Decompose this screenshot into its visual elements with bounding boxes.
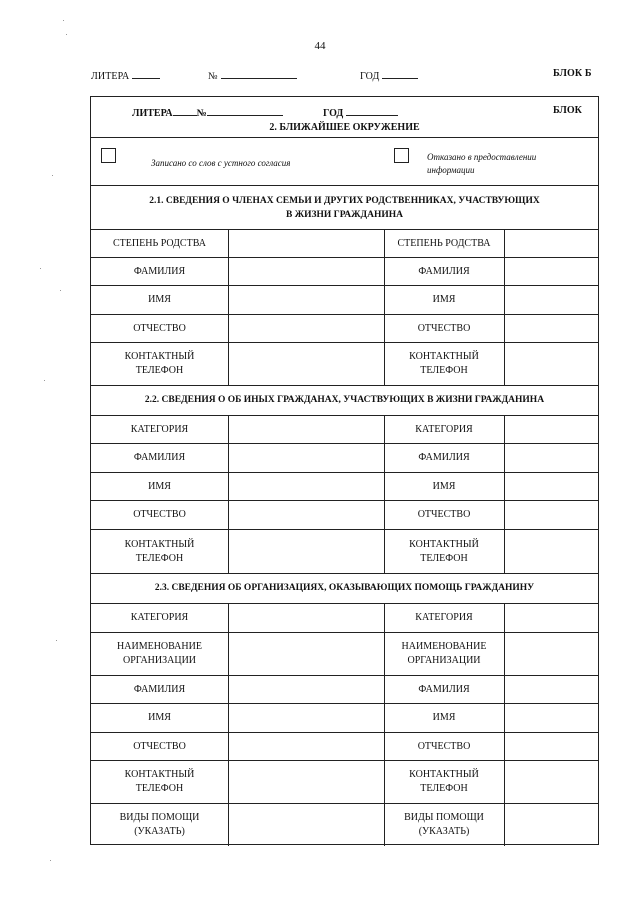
left-field-label: ОТЧЕСТВО xyxy=(133,322,186,334)
right-field-input[interactable] xyxy=(505,230,599,257)
table-row xyxy=(91,603,598,632)
right-field-input[interactable] xyxy=(505,804,599,846)
left-field-label: СТЕПЕНЬ РОДСТВА xyxy=(113,237,206,249)
left-field-input[interactable] xyxy=(229,230,383,257)
left-field-label: ФАМИЛИЯ xyxy=(133,683,186,695)
right-field-label: ОТЧЕСТВО xyxy=(417,509,471,520)
scan-speck xyxy=(56,640,57,641)
subsection-1-title: 2.1. СВЕДЕНИЯ О ЧЛЕНАХ СЕМЬИ И ДРУГИХ РОДСТВЕННИКАХ, УЧАСТВУЮЩИХ В ЖИЗНИ ГРАЖДАНИНА xyxy=(149,196,540,220)
subsection-1-title-row xyxy=(91,185,598,229)
consent-recorded-checkbox[interactable] xyxy=(101,148,116,163)
header-year-field[interactable] xyxy=(382,68,418,79)
right-field-label: КОНТАКТНЫЙ ТЕЛЕФОН xyxy=(409,769,479,794)
header-number xyxy=(208,68,297,82)
header-litera-field[interactable] xyxy=(132,68,160,79)
right-field-input[interactable] xyxy=(505,473,599,500)
section-title: 2. БЛИЖАЙШЕЕ ОКРУЖЕНИЕ xyxy=(269,122,420,133)
scan-speck xyxy=(50,860,51,861)
right-field-label: ИМЯ xyxy=(432,712,456,723)
right-field-input[interactable] xyxy=(505,761,599,803)
table-row xyxy=(91,229,598,257)
right-field-label: ФАМИЛИЯ xyxy=(418,452,470,463)
left-field-input[interactable] xyxy=(229,530,383,573)
header-year-label: ГОД xyxy=(360,71,380,82)
scan-speck xyxy=(63,20,64,21)
left-field-label: НАИМЕНОВАНИЕ ОРГАНИЗАЦИИ xyxy=(117,641,202,666)
right-field-label: КАТЕГОРИЯ xyxy=(415,423,473,435)
header-litera xyxy=(91,68,160,82)
subsection-2-title: 2.2. СВЕДЕНИЯ О ОБ ИНЫХ ГРАЖДАНАХ, УЧАСТВУЮЩИХ В ЖИЗНИ ГРАЖДАНИНА xyxy=(144,395,545,405)
table-row xyxy=(91,703,598,732)
scan-speck xyxy=(52,175,53,176)
consent-recorded-text: Записано со слов с устного согласия xyxy=(151,158,291,168)
scan-speck xyxy=(60,290,61,291)
left-field-label: КАТЕГОРИЯ xyxy=(130,423,189,435)
left-field-input[interactable] xyxy=(229,473,383,500)
table-row xyxy=(91,285,598,314)
left-field-input[interactable] xyxy=(229,286,383,314)
left-field-label: ОТЧЕСТВО xyxy=(133,740,186,752)
left-field-input[interactable] xyxy=(229,704,383,732)
left-field-label: КОНТАКТНЫЙ ТЕЛЕФОН xyxy=(124,351,195,376)
scan-speck xyxy=(66,34,67,35)
table-row xyxy=(91,257,598,285)
form-header-row xyxy=(91,97,598,137)
left-field-input[interactable] xyxy=(229,604,383,632)
inner-number-label: № xyxy=(196,108,207,119)
right-field-label: ИМЯ xyxy=(432,480,456,492)
left-field-input[interactable] xyxy=(229,416,383,443)
table-row xyxy=(91,443,598,472)
left-field-input[interactable] xyxy=(229,804,383,846)
table-row xyxy=(91,415,598,443)
table-row xyxy=(91,803,598,846)
right-field-input[interactable] xyxy=(505,416,599,443)
right-field-label: НАИМЕНОВАНИЕ ОРГАНИЗАЦИИ xyxy=(401,641,487,666)
table-row xyxy=(91,732,598,760)
right-field-input[interactable] xyxy=(505,604,599,632)
right-field-input[interactable] xyxy=(505,286,599,314)
header-litera-label: ЛИТЕРА xyxy=(91,71,130,82)
inner-number-field[interactable] xyxy=(207,105,283,116)
right-field-label: ВИДЫ ПОМОЩИ (УКАЗАТЬ) xyxy=(404,812,484,837)
right-field-input[interactable] xyxy=(505,733,599,760)
left-field-label: ИМЯ xyxy=(148,480,171,492)
right-field-label: ОТЧЕСТВО xyxy=(417,322,471,334)
right-field-label: ИМЯ xyxy=(432,294,456,305)
left-field-label: ИМЯ xyxy=(148,712,171,723)
inner-year-label: ГОД xyxy=(323,108,344,119)
scan-speck xyxy=(40,268,41,269)
right-field-label: КОНТАКТНЫЙ ТЕЛЕФОН xyxy=(409,351,479,376)
inner-litera-field[interactable] xyxy=(173,105,197,116)
right-field-input[interactable] xyxy=(505,704,599,732)
consent-row xyxy=(91,137,598,185)
table-row xyxy=(91,760,598,803)
inner-litera-label: ЛИТЕРА xyxy=(132,108,173,119)
right-field-label: КОНТАКТНЫЙ ТЕЛЕФОН xyxy=(409,538,479,564)
form-box xyxy=(90,96,599,845)
inner-year xyxy=(323,105,398,119)
page-number: 44 xyxy=(314,40,326,52)
right-field-input[interactable] xyxy=(505,676,599,703)
left-field-label: КОНТАКТНЫЙ ТЕЛЕФОН xyxy=(124,538,195,564)
left-field-input[interactable] xyxy=(229,258,383,285)
subsection-3-title-row xyxy=(91,573,598,603)
left-field-input[interactable] xyxy=(229,733,383,760)
right-field-input[interactable] xyxy=(505,444,599,472)
right-field-input[interactable] xyxy=(505,343,599,385)
right-field-input[interactable] xyxy=(505,501,599,529)
left-field-input[interactable] xyxy=(229,676,383,703)
subsection-3-title: 2.3. СВЕДЕНИЯ ОБ ОРГАНИЗАЦИЯХ, ОКАЗЫВАЮЩИХ ПОМОЩЬ ГРАЖДАНИНУ xyxy=(154,583,535,593)
header-number-label: № xyxy=(208,71,218,82)
left-field-input[interactable] xyxy=(229,501,383,529)
inner-year-field[interactable] xyxy=(346,105,398,116)
left-field-input[interactable] xyxy=(229,633,383,675)
inner-block-label: БЛОК xyxy=(553,105,582,116)
right-field-input[interactable] xyxy=(505,315,599,342)
right-field-input[interactable] xyxy=(505,530,599,573)
consent-refused-checkbox[interactable] xyxy=(394,148,409,163)
table-row xyxy=(91,632,598,675)
header-number-field[interactable] xyxy=(221,68,297,79)
left-field-input[interactable] xyxy=(229,315,383,342)
scan-speck xyxy=(44,380,45,381)
left-field-label: ФАМИЛИЯ xyxy=(133,452,186,463)
right-field-label: ФАМИЛИЯ xyxy=(418,265,470,277)
table-row xyxy=(91,472,598,500)
left-field-label: ОТЧЕСТВО xyxy=(133,509,186,520)
right-field-label: СТЕПЕНЬ РОДСТВА xyxy=(397,237,491,249)
left-field-label: КАТЕГОРИЯ xyxy=(130,612,189,623)
subsection-2-title-row xyxy=(91,385,598,415)
left-field-input[interactable] xyxy=(229,761,383,803)
right-field-label: ФАМИЛИЯ xyxy=(418,683,470,695)
left-field-label: ФАМИЛИЯ xyxy=(133,265,186,277)
left-field-input[interactable] xyxy=(229,444,383,472)
table-row xyxy=(91,500,598,529)
left-field-label: ИМЯ xyxy=(148,294,171,305)
table-row xyxy=(91,675,598,703)
table-row xyxy=(91,342,598,385)
consent-refused-text: Отказано в предоставлении информации xyxy=(427,152,537,175)
left-field-input[interactable] xyxy=(229,343,383,385)
right-field-label: ОТЧЕСТВО xyxy=(417,740,471,752)
table-row xyxy=(91,314,598,342)
header-year xyxy=(360,68,418,82)
right-field-input[interactable] xyxy=(505,633,599,675)
header-block-label: БЛОК Б xyxy=(553,68,592,79)
right-field-label: КАТЕГОРИЯ xyxy=(415,612,473,623)
table-row xyxy=(91,529,598,573)
left-field-label: ВИДЫ ПОМОЩИ (УКАЗАТЬ) xyxy=(119,812,200,837)
left-field-label: КОНТАКТНЫЙ ТЕЛЕФОН xyxy=(124,769,195,794)
inner-litera xyxy=(132,105,283,119)
right-field-input[interactable] xyxy=(505,258,599,285)
